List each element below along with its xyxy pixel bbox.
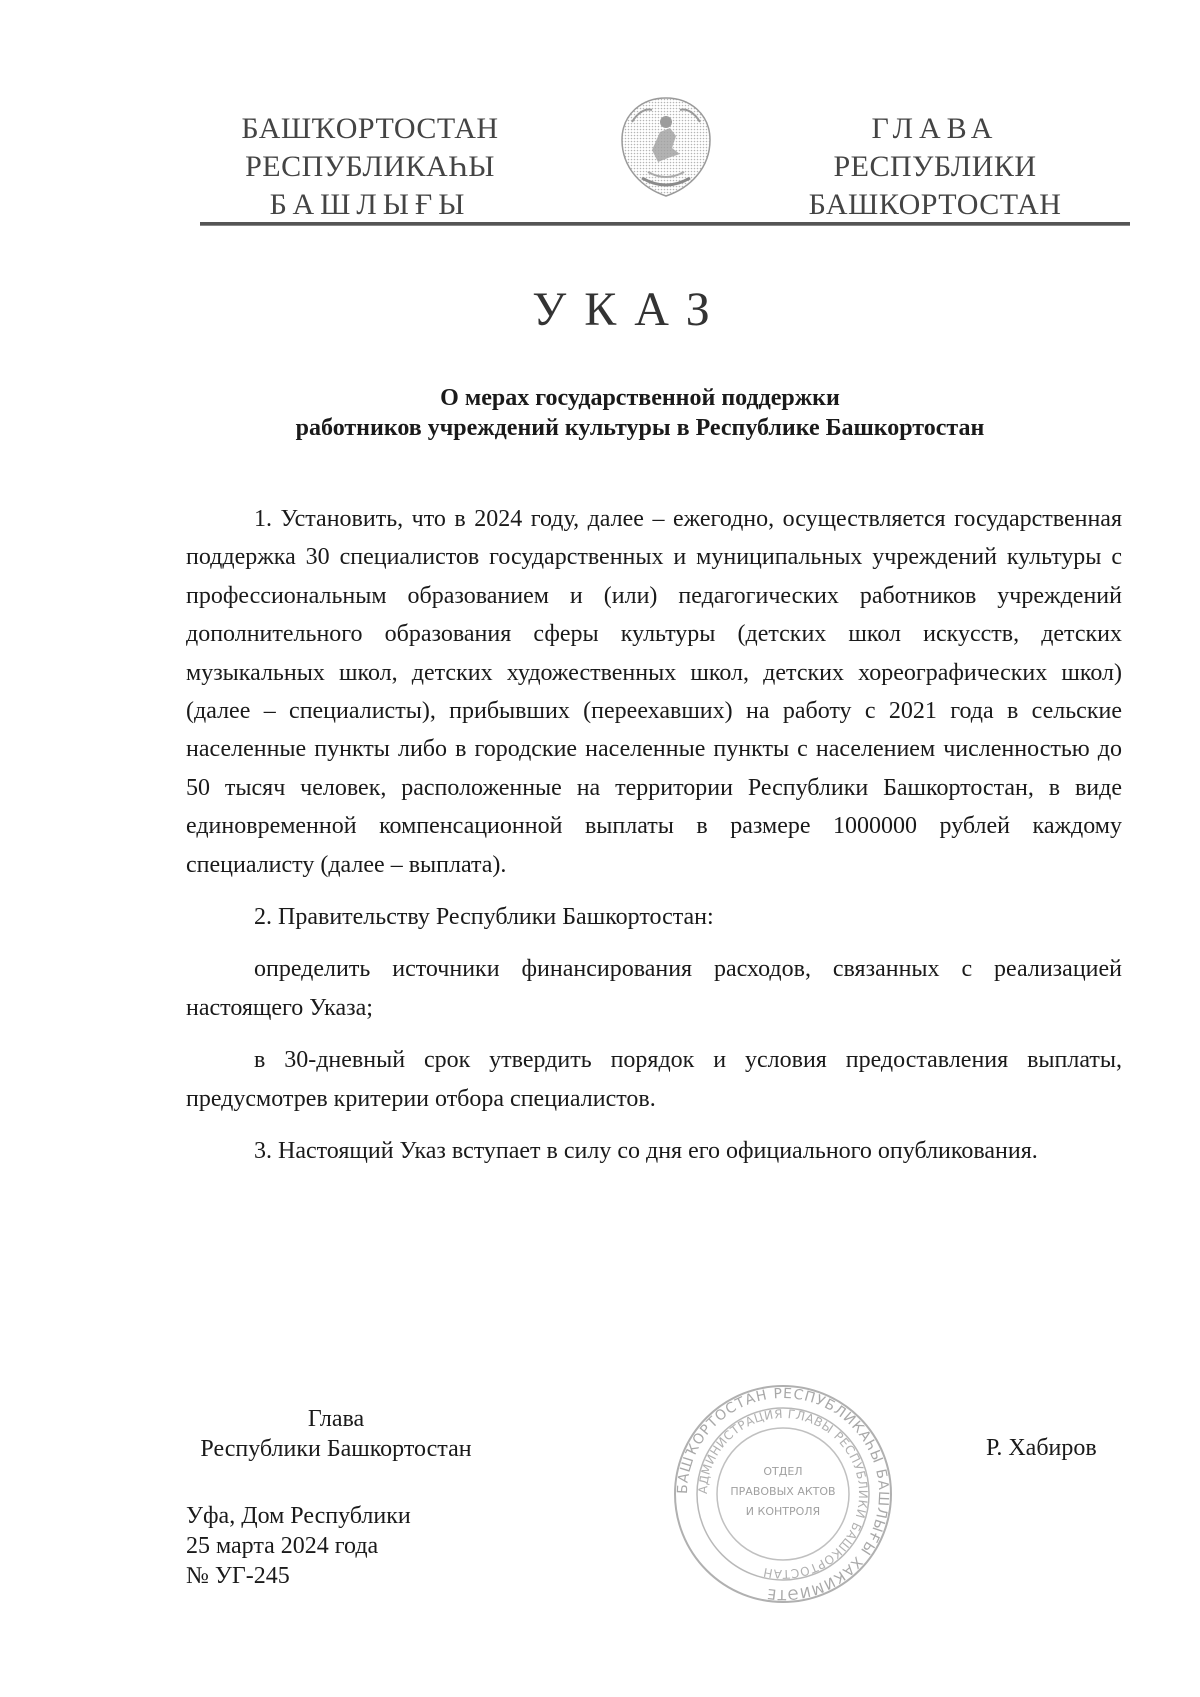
stamp-center-line-3: И КОНТРОЛЯ bbox=[745, 1505, 821, 1518]
decree-body bbox=[186, 500, 1122, 1171]
header-divider bbox=[200, 222, 1130, 226]
paragraph-2: 2. Правительству Республики Башкортостан: bbox=[254, 904, 714, 931]
header-left-line-1: БАШҠОРТОСТАН bbox=[241, 112, 499, 145]
header-right-line-2: РЕСПУБЛИКИ bbox=[833, 150, 1037, 183]
paragraph-1: 1. Установить, что в 2024 году, далее – ежегодно, осуществляется государственная поддержка 30 специалистов государственных и муниципальных учреждений культуры с профессиональным образованием и (или) педагогических работников учреждений дополнительного образования сферы культуры (детских школ искусств, детских музыкальных школ, детских художественных школ, детских хореографических школ) (далее – специалисты), прибывших (переехавших) на работу с 2021 года в сельские населенные пункты либо в городские населенные пункты с населением численностью до 50 тысяч человек, расположенные на территории Республики Башкортостан, в виде единовременной компенсационной выплаты в размере 1000000 рублей каждому специалисту (далее – выплата). bbox=[186, 506, 1122, 878]
header-left-line-3: БАШЛЫҒЫ bbox=[269, 188, 471, 221]
header-right-russian bbox=[770, 110, 1100, 224]
bashkortostan-coat-of-arms-icon bbox=[612, 92, 720, 204]
decree-number: № УГ-245 bbox=[186, 1563, 290, 1589]
place-line: Уфа, Дом Республики bbox=[186, 1503, 411, 1529]
signatory-title-line-1: Глава bbox=[307, 1406, 365, 1432]
stamp-inner-text: АДМИНИСТРАЦИЯ ГЛАВЫ РЕСПУБЛИКИ БАШКОРТОСТАН bbox=[695, 1406, 871, 1582]
paragraph-2-item-1: определить источники финансирования расходов, связанных с реализацией настоящего Указа; bbox=[186, 956, 1122, 1021]
header-right-line-3: БАШКОРТОСТАН bbox=[808, 188, 1062, 221]
signatory-title-line-2: Республики Башкортостан bbox=[200, 1436, 472, 1462]
paragraph-2-item-2: в 30-дневный срок утвердить порядок и условия предоставления выплаты, предусмотрев критерии отбора специалистов. bbox=[186, 1047, 1122, 1112]
subject-line-1: О мерах государственной поддержки bbox=[440, 385, 840, 411]
signatory-name: Р. Хабиров bbox=[986, 1435, 1097, 1461]
document-title: УКАЗ bbox=[532, 283, 728, 336]
signatory-title bbox=[186, 1404, 486, 1464]
official-round-stamp-icon bbox=[672, 1383, 894, 1605]
decree-subject bbox=[180, 383, 1100, 443]
header-right-line-1: ГЛАВА bbox=[871, 112, 999, 145]
stamp-outer-text: БАШҠОРТОСТАН РЕСПУБЛИКАҺЫ БАШЛЫҒЫ ХАКИМИӘТЕ bbox=[674, 1385, 892, 1603]
stamp-center-line-1: ОТДЕЛ bbox=[763, 1465, 803, 1478]
subject-line-2: работников учреждений культуры в Республике Башкортостан bbox=[295, 415, 985, 441]
place-date-number bbox=[186, 1501, 411, 1591]
paragraph-3: 3. Настоящий Указ вступает в силу со дня его официального опубликования. bbox=[254, 1138, 1038, 1165]
header-left-line-2: РЕСПУБЛИКАҺЫ bbox=[245, 150, 495, 183]
date-line: 25 марта 2024 года bbox=[186, 1533, 379, 1559]
stamp-center-line-2: ПРАВОВЫХ АКТОВ bbox=[730, 1485, 836, 1498]
header-left-bashkir bbox=[205, 110, 535, 224]
